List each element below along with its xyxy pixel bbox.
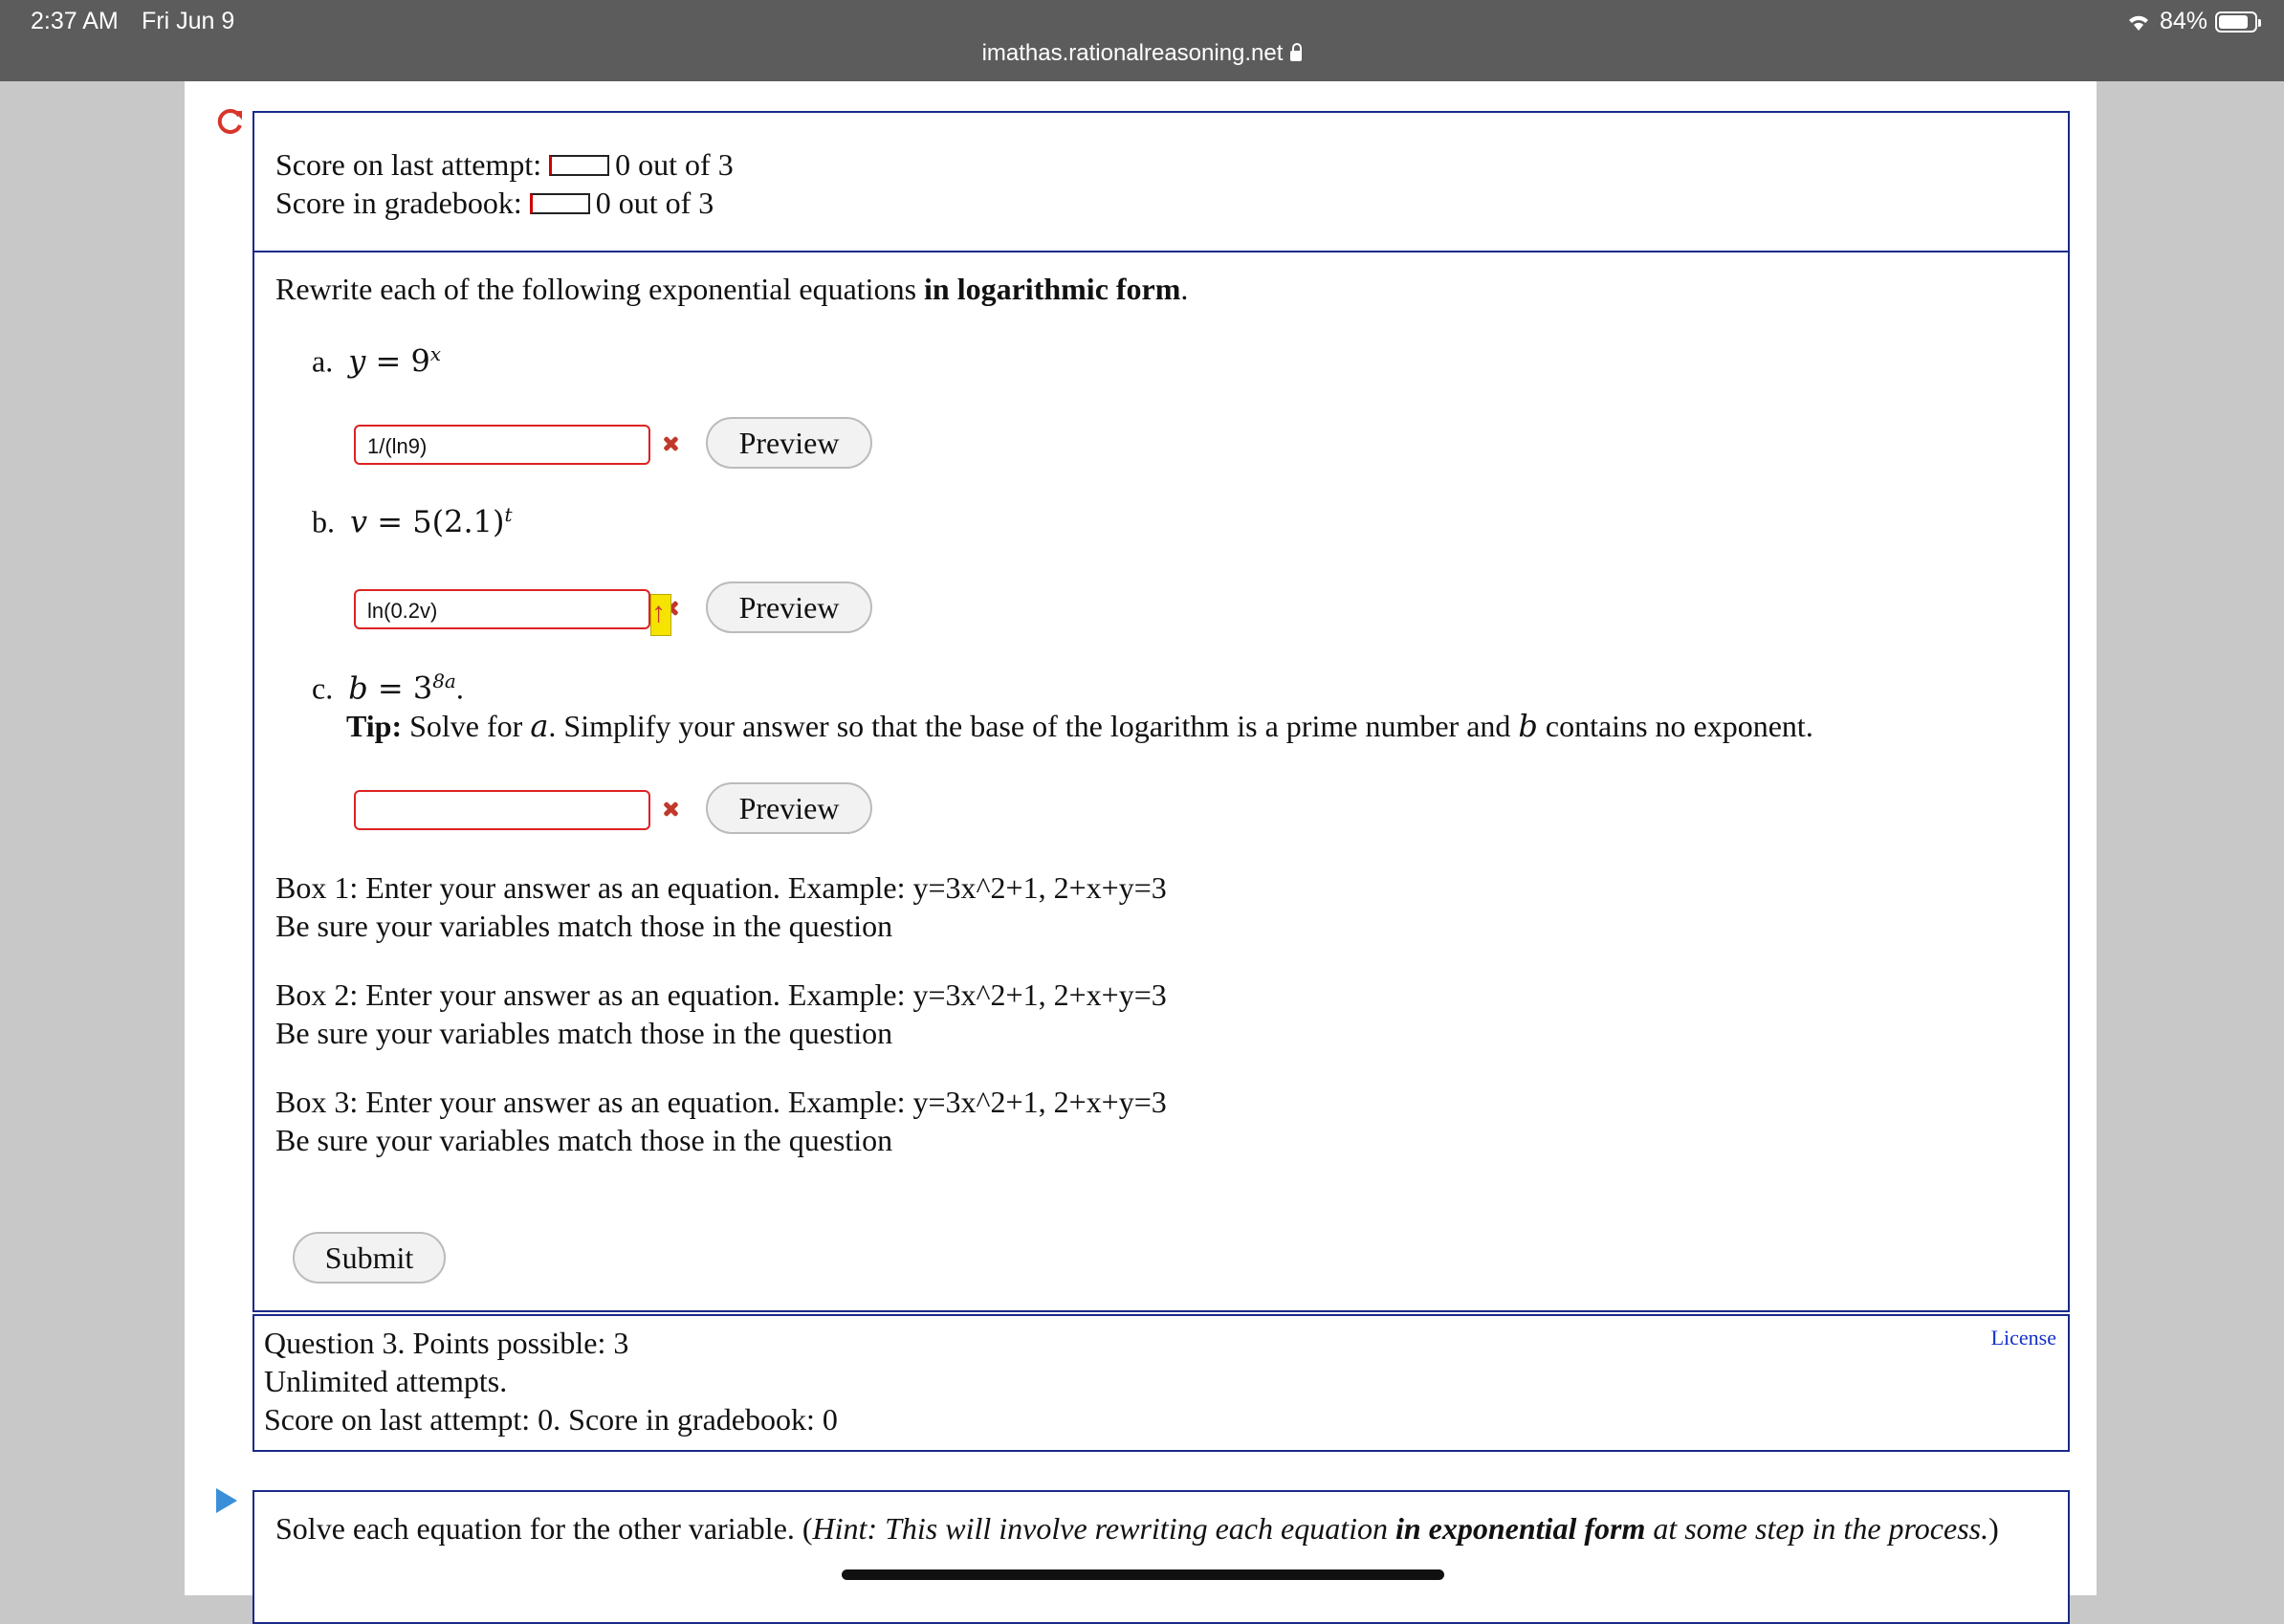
score-bar [549, 155, 609, 176]
submit-button[interactable]: Submit [293, 1232, 446, 1284]
part-c-tip: Tip: Solve for a. Simplify your answer so that the base of the logarithm is a prime number and b contains no exponent. [346, 708, 1813, 744]
question-info-panel [253, 1314, 2070, 1452]
question-intro: Rewrite each of the following exponential equations in logarithmic form. [275, 272, 1189, 306]
preview-button-c[interactable]: Preview [706, 782, 872, 834]
part-c-prompt: c. $b = 3^{8a}$. [312, 669, 464, 707]
next-question-panel [253, 1490, 2070, 1624]
battery-percent: 84% [2159, 8, 2207, 34]
part-a-prompt: a. $y = 9^x$ [312, 342, 442, 380]
box3-instruction: Box 3: Enter your answer as an equation. Example: y=3x^2+1, 2+x+y=3 [275, 1085, 1167, 1119]
answer-input-c[interactable] [354, 790, 650, 830]
url-text: imathas.rationalreasoning.net [981, 40, 1284, 66]
cursor-marker [650, 594, 671, 636]
refresh-icon[interactable] [216, 107, 245, 136]
question-panel [253, 251, 2070, 1312]
wifi-icon [2125, 11, 2152, 33]
part-b-prompt: b. $v = 5(2.1)^t$ [312, 503, 513, 540]
score-panel [253, 111, 2070, 252]
box1-instruction: Box 1: Enter your answer as an equation. Example: y=3x^2+1, 2+x+y=3 [275, 870, 1167, 905]
home-indicator[interactable] [842, 1569, 1444, 1580]
info-points: Question 3. Points possible: 3 [264, 1326, 629, 1360]
status-time: 2:37 AM [31, 8, 119, 34]
address-bar[interactable] [0, 40, 2284, 67]
info-attempts: Unlimited attempts. [264, 1364, 508, 1398]
box2-instruction: Box 2: Enter your answer as an equation. Example: y=3x^2+1, 2+x+y=3 [275, 977, 1167, 1012]
preview-button-a[interactable]: Preview [706, 417, 872, 469]
incorrect-icon [662, 435, 679, 452]
play-icon[interactable] [216, 1488, 237, 1513]
info-score: Score on last attempt: 0. Score in gradebook: 0 [264, 1402, 838, 1437]
license-link[interactable]: License [1990, 1326, 2056, 1350]
score-last-attempt: Score on last attempt: 0 out of 3 [275, 147, 734, 182]
next-question-text: Solve each equation for the other variable. (Hint: This will involve rewriting each equation in exponential form at some step in the process.) [275, 1511, 1999, 1546]
box1-note: Be sure your variables match those in the question [275, 909, 893, 943]
preview-button-b[interactable]: Preview [706, 582, 872, 633]
box2-note: Be sure your variables match those in the question [275, 1016, 893, 1050]
answer-input-a[interactable]: 1/(ln9) [354, 425, 650, 465]
box3-note: Be sure your variables match those in the question [275, 1123, 893, 1157]
answer-input-b[interactable]: ln(0.2v) [354, 589, 650, 629]
score-gradebook: Score in gradebook: 0 out of 3 [275, 186, 714, 220]
status-bar [0, 0, 2284, 81]
battery-icon [2215, 11, 2257, 33]
status-date: Fri Jun 9 [142, 8, 235, 34]
lock-icon [1290, 51, 1302, 61]
incorrect-icon [662, 801, 679, 818]
score-bar [530, 193, 590, 214]
